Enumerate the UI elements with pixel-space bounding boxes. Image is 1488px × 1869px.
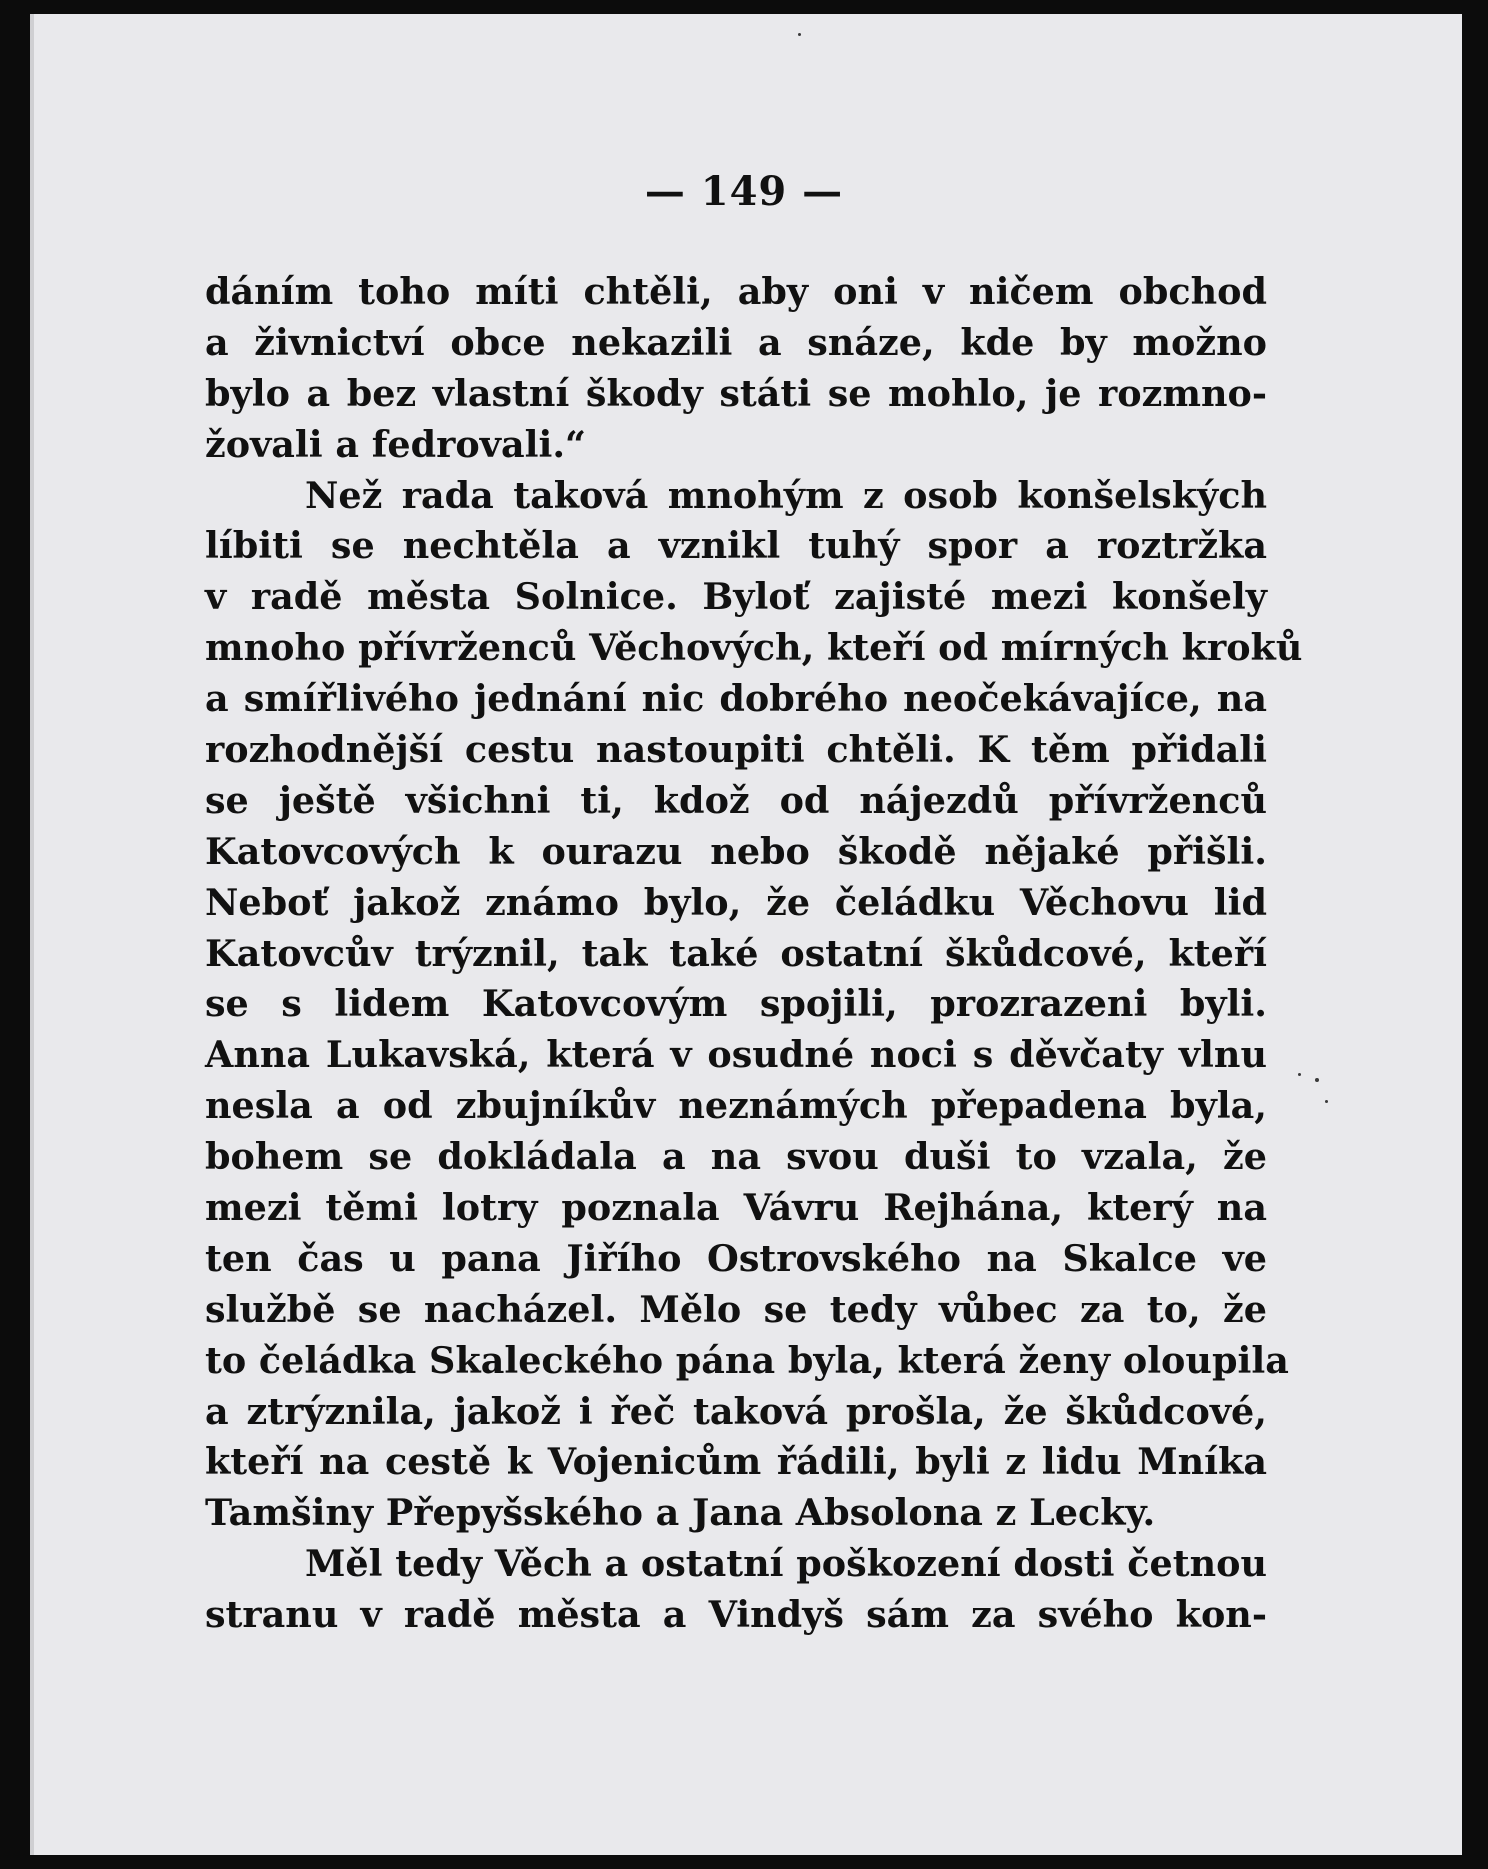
text-line: rozhodnější cestu nastoupiti chtěli. K těm přidali: [205, 728, 1267, 772]
text-line: a ztrýznila, jakož i řeč taková prošla, že škůdcové,: [205, 1389, 1267, 1433]
paragraph-start-line: Měl tedy Věch a ostatní poškození dosti četnou: [305, 1542, 1267, 1586]
text-line: Katovcových k ourazu nebo škodě nějaké přišli.: [205, 829, 1267, 873]
text-line: líbiti se nechtěla a vznikl tuhý spor a roztržka: [205, 524, 1267, 568]
scan-border-top: [0, 0, 1488, 14]
text-line: se ještě všichni ti, kdož od nájezdů přívrženců: [205, 778, 1267, 822]
text-line: bohem se dokládala a na svou duši to vzala, že: [205, 1135, 1267, 1179]
text-line: bylo a bez vlastní škody státi se mohlo, je rozmno-: [205, 371, 1267, 415]
scan-speck: [1315, 1078, 1319, 1082]
text-line: Tamšiny Přepyšského a Jana Absolona z Lecky.: [205, 1491, 1156, 1535]
paragraph-start-line: Než rada taková mnohým z osob konšelských: [305, 473, 1267, 517]
text-line: v radě města Solnice. Byloť zajisté mezi konšely: [205, 575, 1267, 619]
text-line: Katovcův trýznil, tak také ostatní škůdcové, kteří: [205, 931, 1267, 975]
text-line: mezi těmi lotry poznala Vávru Rejhána, který na: [205, 1186, 1267, 1230]
scan-speck: [798, 33, 801, 36]
text-line: a živnictví obce nekazili a snáze, kde by možno: [205, 320, 1267, 364]
body-text: [205, 267, 1303, 1641]
scan-speck: [1325, 1100, 1328, 1103]
scan-border-right: [1458, 0, 1488, 1869]
scan-border-left: [0, 0, 30, 1869]
text-line: to čeládka Skaleckého pána byla, která ženy oloupila: [205, 1338, 1289, 1382]
scan-speck: [1298, 1073, 1301, 1076]
text-line: Anna Lukavská, která v osudné noci s děvčaty vlnu: [205, 1033, 1267, 1077]
text-line: stranu v radě města a Vindyš sám za svého kon-: [205, 1593, 1267, 1637]
text-line: ten čas u pana Jiřího Ostrovského na Skalce ve: [205, 1236, 1267, 1280]
text-line: kteří na cestě k Vojenicům řádili, byli z lidu Mníka: [205, 1440, 1267, 1484]
text-line: žovali a fedrovali.“: [205, 422, 587, 466]
text-line: dáním toho míti chtěli, aby oni v ničem obchod: [205, 270, 1267, 313]
text-line: a smířlivého jednání nic dobrého neočekávajíce, na: [205, 677, 1267, 721]
page-number: — 149 —: [644, 168, 844, 215]
scan-border-bottom: [0, 1855, 1488, 1869]
text-line: Neboť jakož známo bylo, že čeládku Věchovu lid: [205, 880, 1267, 924]
text-line: mnoho přívrženců Věchových, kteří od mírných kroků: [205, 626, 1303, 670]
text-line: se s lidem Katovcovým spojili, prozrazeni byli.: [205, 982, 1267, 1026]
text-line: službě se nacházel. Mělo se tedy vůbec za to, že: [205, 1287, 1267, 1331]
text-line: nesla a od zbujníkův neznámých přepadena byla,: [205, 1084, 1267, 1128]
